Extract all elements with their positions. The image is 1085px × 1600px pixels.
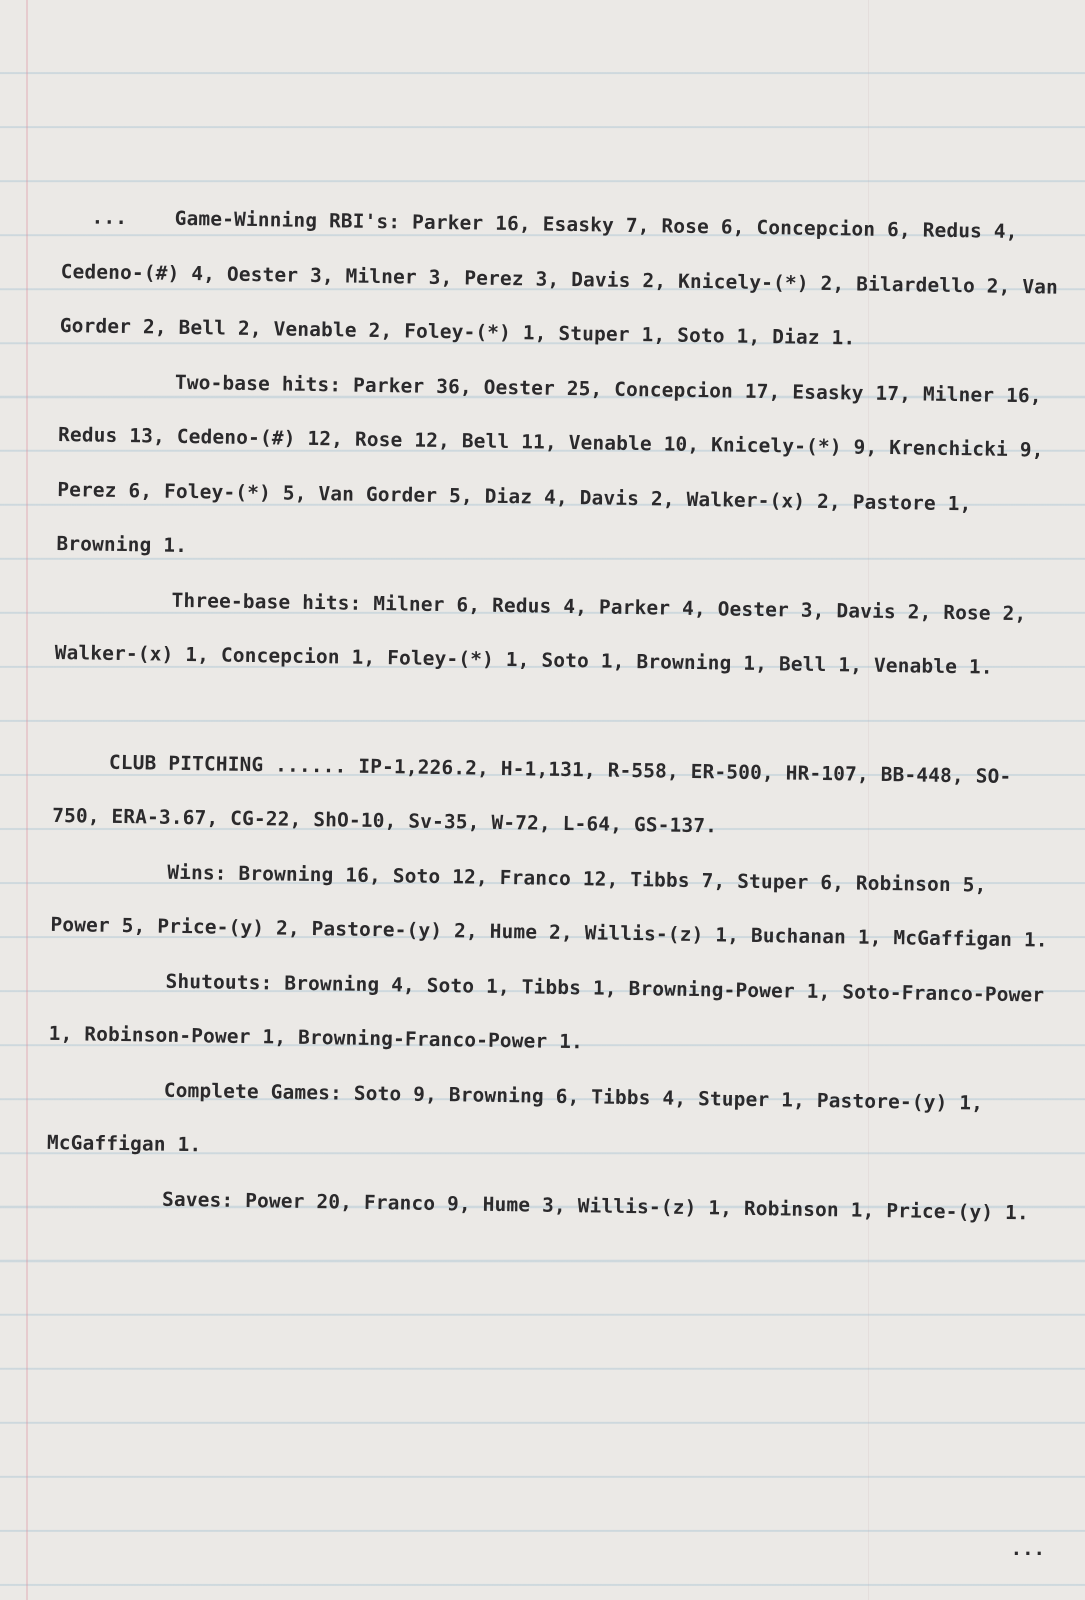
margin-rule [26, 0, 28, 1600]
club-pitching-paragraph: CLUB PITCHING ...... IP-1,226.2, H-1,131, R-558, ER-500, HR-107, BB-448, SO-750, ERA-3.67, CG-22, ShO-10, Sv-35, W-72, L-64, GS-137. [51, 750, 1012, 838]
three-base-hits-paragraph: Three-base hits: Milner 6, Redus 4, Parker 4, Oester 3, Davis 2, Rose 2, Walker-(x) 1, Concepcion 1, Foley-(*) 1, Soto 1, Browning 1, Bell 1, Venable 1. [54, 588, 1027, 679]
lead-ellipsis: ... [91, 205, 128, 230]
shutouts-paragraph: Shutouts: Browning 4, Soto 1, Tibbs 1, Browning-Power 1, Soto-Franco-Power 1, Robinson-Power 1, Browning-Franco-Power 1. [48, 969, 1045, 1054]
page-text [46, 190, 1062, 1241]
complete-games-paragraph: Complete Games: Soto 9, Browning 6, Tibbs 4, Stuper 1, Pastore-(y) 1, McGaffigan 1. [46, 1078, 984, 1157]
two-base-hits-paragraph: Two-base hits: Parker 36, Oester 25, Concepcion 17, Esasky 17, Milner 16, Redus 13, Cedeno-(#) 12, Rose 12, Bell 11, Venable 10, Knicely-(*) 9, Krenchicki 9, Perez 6, Foley-(*) 5, Van Gorder 5, Diaz 4, Davis 2, Walker-(x) 2, Pastore 1, Browning 1. [56, 370, 1044, 558]
wins-paragraph: Wins: Browning 16, Soto 12, Franco 12, Tibbs 7, Stuper 6, Robinson 5, Power 5, Price-(y) 2, Pastore-(y) 2, Hume 2, Willis-(z) 1, Buchanan 1, McGaffigan 1. [50, 860, 1048, 952]
continuation-ellipsis: ... [1010, 1538, 1045, 1560]
game-winning-rbi-text: Game-Winning RBI's: Parker 16, Esasky 7, Rose 6, Concepcion 6, Redus 4, Cedeno-(#) 4, Oester 3, Milner 3, Perez 3, Davis 2, Knicely-(*) 2, Bilardello 2, Van Gorder 2, Bell 2, Venable 2, Foley-(*) 1, Stuper 1, Soto 1, Diaz 1. [59, 206, 1059, 350]
game-winning-rbi-paragraph [59, 190, 1061, 369]
saves-paragraph: Saves: Power 20, Franco 9, Hume 3, Willis-(z) 1, Robinson 1, Price-(y) 1. [161, 1187, 1030, 1224]
